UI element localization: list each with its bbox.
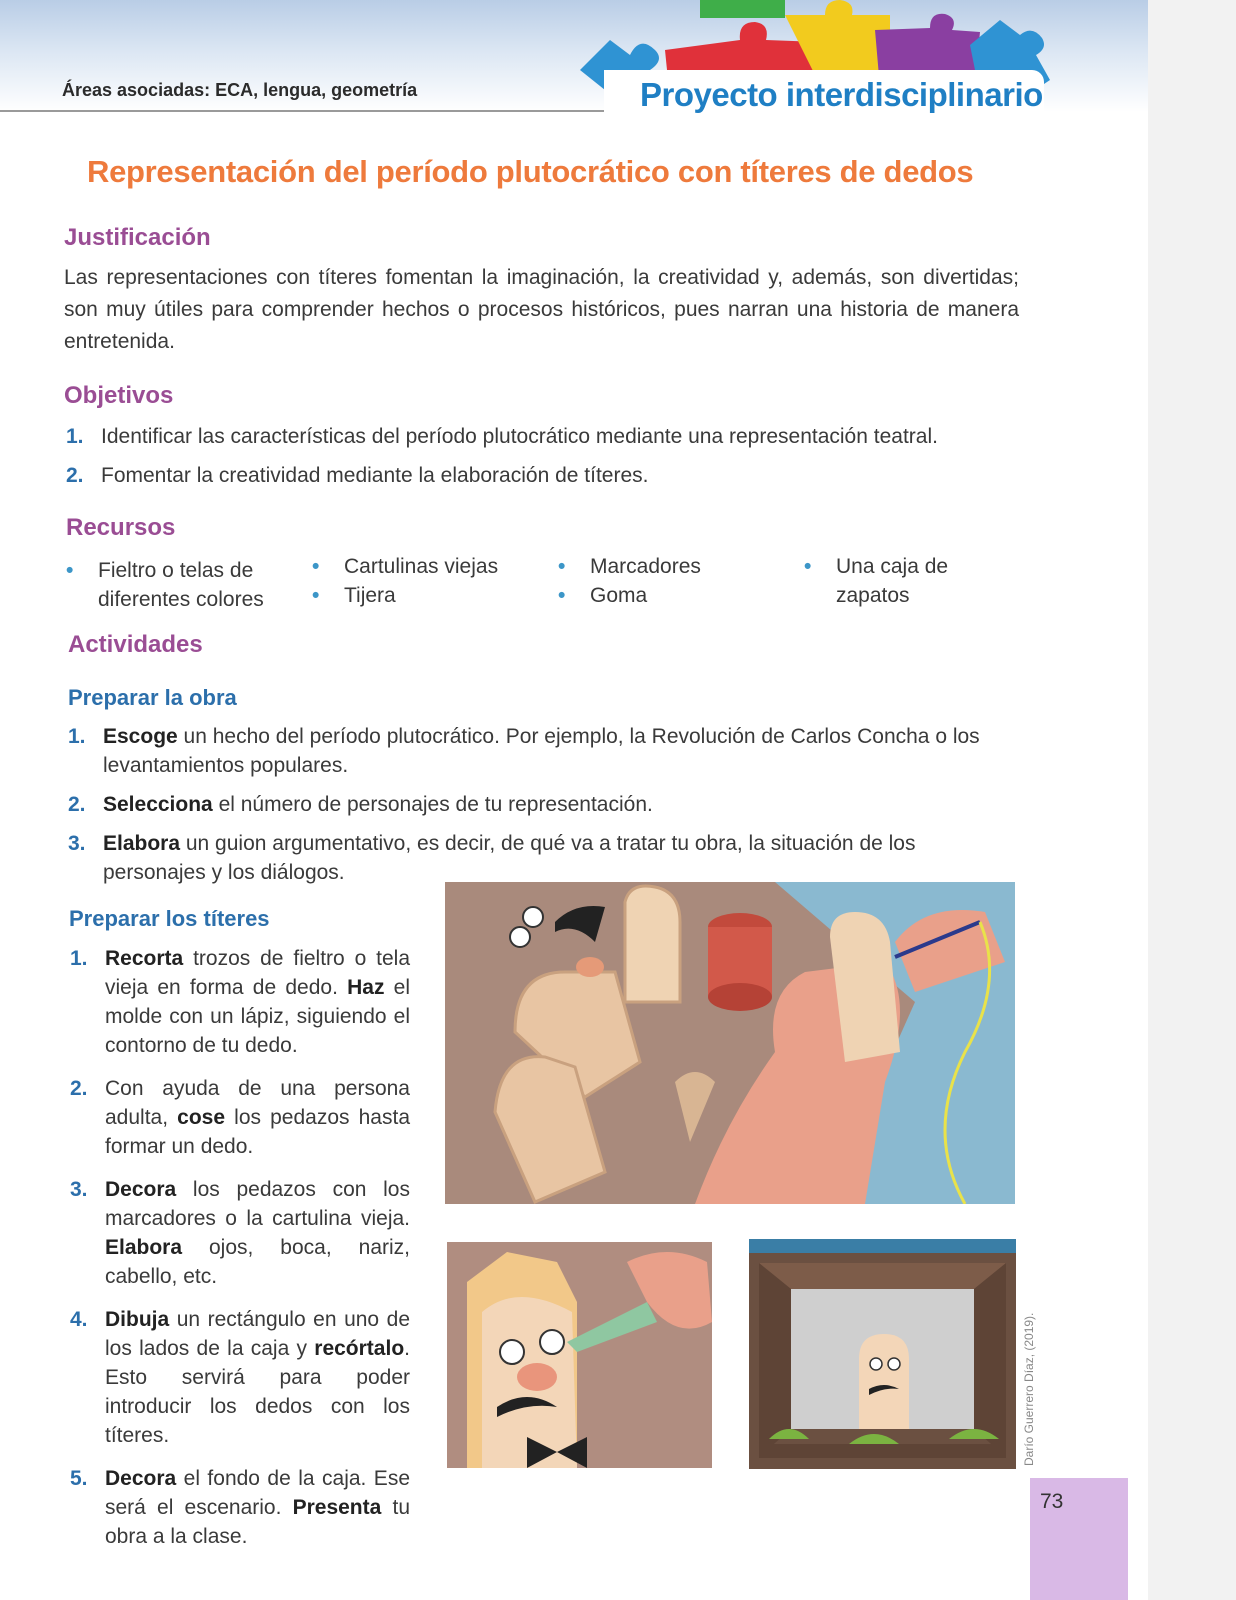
recursos-heading: Recursos bbox=[66, 514, 176, 541]
preparar-titeres-list bbox=[70, 944, 410, 1565]
item-verb: Selecciona bbox=[103, 793, 213, 816]
actividades-heading: Actividades bbox=[68, 631, 203, 658]
page-number: 73 bbox=[1040, 1490, 1064, 1513]
item-text: los pedazos con los marcadores o la cartulina vieja. bbox=[105, 1178, 410, 1230]
shoebox-stage-illustration bbox=[749, 1239, 1016, 1469]
justificacion-heading: Justificación bbox=[64, 224, 211, 251]
list-item bbox=[68, 790, 1018, 819]
preparar-obra-list bbox=[68, 722, 1018, 897]
recursos-column-3 bbox=[558, 552, 758, 610]
header-rule bbox=[0, 110, 620, 112]
item-number: 1. bbox=[66, 425, 84, 448]
item-verb: Elabora bbox=[105, 1236, 183, 1259]
item-verb: recórtalo bbox=[314, 1337, 405, 1360]
sewing-puppets-illustration bbox=[445, 882, 1015, 1204]
item-text: trozos de fieltro o tela vieja en forma de dedo. bbox=[105, 947, 410, 999]
item-text: el molde con un lápiz, siguiendo el contorno de tu dedo. bbox=[105, 976, 410, 1057]
list-item bbox=[68, 722, 1018, 780]
item-text: tu obra a la clase. bbox=[105, 1496, 410, 1548]
bullet: • bbox=[558, 584, 566, 607]
item-verb: Haz bbox=[347, 976, 385, 999]
item-verb: Dibuja bbox=[105, 1308, 170, 1331]
page-title: Representación del período plutocrático con títeres de dedos bbox=[87, 154, 974, 189]
item-text: Cartulinas viejas bbox=[344, 555, 499, 578]
decorating-puppet-illustration bbox=[447, 1242, 712, 1468]
list-item bbox=[312, 581, 532, 610]
bullet: • bbox=[804, 555, 812, 578]
item-text: ojos, boca, nariz, cabello, etc. bbox=[105, 1236, 410, 1288]
item-number: 3. bbox=[68, 832, 86, 855]
objetivos-list bbox=[66, 422, 1026, 500]
bullet: • bbox=[558, 555, 566, 578]
item-text: un rectángulo en uno de los lados de la caja y bbox=[105, 1308, 410, 1360]
item-text: Goma bbox=[590, 584, 648, 607]
item-text: Marcadores bbox=[590, 555, 701, 578]
item-number: 2. bbox=[70, 1077, 88, 1100]
item-text: Una caja de zapatos bbox=[836, 555, 949, 607]
item-number: 1. bbox=[70, 947, 88, 970]
item-text: Con ayuda de una persona adulta, bbox=[105, 1077, 410, 1129]
item-verb: Recorta bbox=[105, 947, 184, 970]
bullet: • bbox=[312, 584, 320, 607]
objetivos-heading: Objetivos bbox=[64, 382, 174, 409]
item-text: un guion argumentativo, es decir, de qué va a tratar tu obra, la situación de los personajes y los diálogos. bbox=[103, 832, 916, 884]
item-verb: Escoge bbox=[103, 725, 178, 748]
recursos-column-4 bbox=[804, 552, 974, 610]
recursos-column-1 bbox=[66, 556, 286, 614]
list-item bbox=[66, 461, 1026, 490]
list-item bbox=[66, 422, 1026, 451]
list-item bbox=[70, 1074, 410, 1161]
associated-areas-label: Áreas asociadas: ECA, lengua, geometría bbox=[62, 80, 418, 100]
item-verb: Elabora bbox=[103, 832, 181, 855]
item-text: Identificar las características del período plutocrático mediante una representación teatral. bbox=[101, 425, 938, 448]
list-item bbox=[558, 552, 758, 581]
item-number: 2. bbox=[66, 464, 84, 487]
item-text: . Esto servirá para poder introducir los dedos con los títeres. bbox=[105, 1337, 410, 1447]
illustration-credit: Darío Guerrero Díaz, (2019). bbox=[1022, 1312, 1036, 1466]
item-text: un hecho del período plutocrático. Por ejemplo, la Revolución de Carlos Concha o los levantamientos populares. bbox=[103, 725, 980, 777]
list-item bbox=[66, 556, 286, 614]
item-number: 1. bbox=[68, 725, 86, 748]
item-text: Fieltro o telas de diferentes colores bbox=[98, 559, 264, 611]
item-text: Fomentar la creatividad mediante la elaboración de títeres. bbox=[101, 464, 649, 487]
item-number: 5. bbox=[70, 1467, 88, 1490]
item-verb: cose bbox=[177, 1106, 226, 1129]
justificacion-text: Las representaciones con títeres fomentan la imaginación, la creatividad y, además, son divertidas; son muy útiles para comprender hechos o procesos históricos, pues narran una historia de manera entretenida. bbox=[64, 266, 1019, 353]
list-item bbox=[804, 552, 974, 610]
list-item bbox=[68, 829, 1018, 887]
preparar-titeres-heading: Preparar los títeres bbox=[69, 906, 270, 931]
bullet: • bbox=[312, 555, 320, 578]
item-verb: Decora bbox=[105, 1178, 177, 1201]
item-number: 2. bbox=[68, 793, 86, 816]
item-verb: Decora bbox=[105, 1467, 177, 1490]
list-item bbox=[70, 1175, 410, 1291]
bullet: • bbox=[66, 559, 74, 582]
recursos-column-2 bbox=[312, 552, 532, 610]
list-item bbox=[558, 581, 758, 610]
item-number: 3. bbox=[70, 1178, 88, 1201]
list-item bbox=[70, 1305, 410, 1450]
item-text: el número de personajes de tu representación. bbox=[212, 793, 653, 816]
item-text: los pedazos hasta formar un dedo. bbox=[105, 1106, 410, 1158]
project-label: Proyecto interdisciplinario bbox=[640, 76, 1043, 113]
list-item bbox=[70, 944, 410, 1060]
item-verb: Presenta bbox=[292, 1496, 382, 1519]
list-item bbox=[312, 552, 532, 581]
item-text: el fondo de la caja. Ese será el escenario. bbox=[105, 1467, 410, 1519]
item-text: Tijera bbox=[344, 584, 396, 607]
item-number: 4. bbox=[70, 1308, 88, 1331]
page-margin bbox=[1148, 0, 1236, 1600]
preparar-obra-heading: Preparar la obra bbox=[68, 685, 237, 710]
list-item bbox=[70, 1464, 410, 1551]
